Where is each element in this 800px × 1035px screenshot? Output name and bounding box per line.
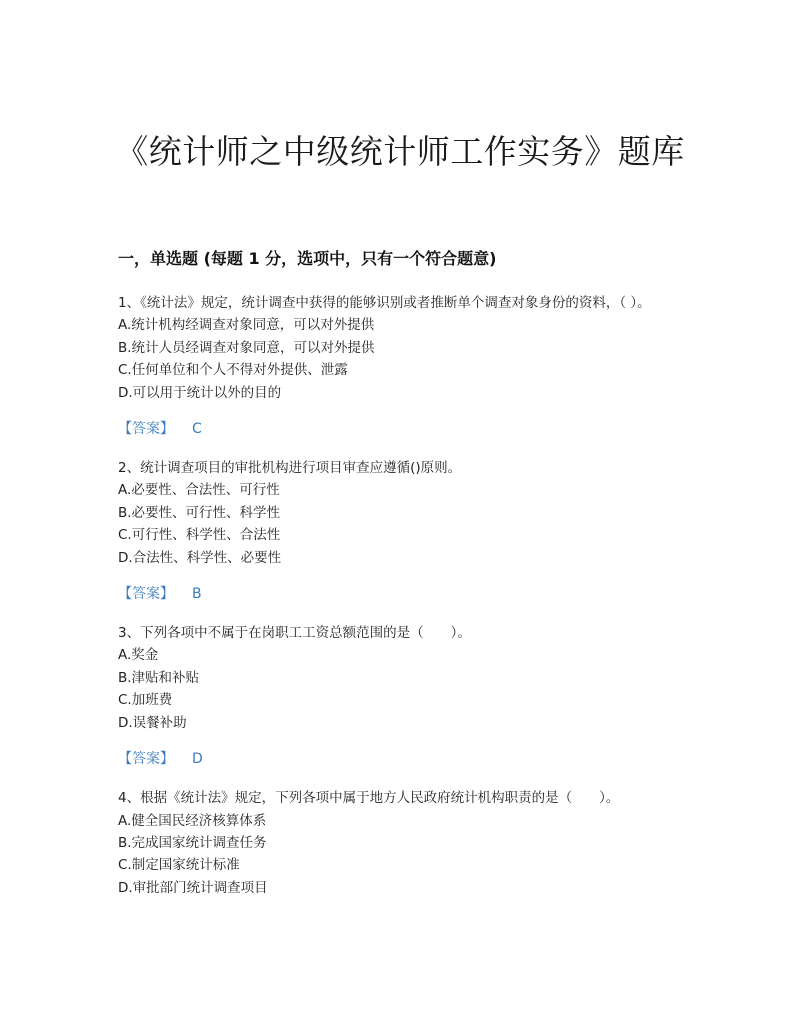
- question-4: [118, 787, 688, 899]
- option-a: A.健全国民经济核算体系: [118, 812, 267, 829]
- option-a: A.奖金: [118, 647, 159, 664]
- option-a: A.必要性、合法性、可行性: [118, 482, 280, 499]
- option-d: D.误餐补助: [118, 714, 187, 731]
- question-stem: 4、根据《统计法》规定，下列各项中属于地方人民政府统计机构职责的是（ ）。: [118, 790, 620, 807]
- question-stem: 1、《统计法》规定，统计调查中获得的能够识别或者推断单个调查对象身份的资料，（ ）。: [118, 295, 651, 311]
- question-stem: 2、统计调查项目的审批机构进行项目审查应遵循()原则。: [118, 460, 462, 477]
- answer-value: C: [192, 421, 202, 438]
- option-c: C.加班费: [118, 692, 173, 709]
- answer-value: B: [192, 586, 202, 603]
- option-b: B.必要性、可行性、科学性: [118, 504, 281, 521]
- question-2: [118, 457, 688, 605]
- option-c: C.制定国家统计标准: [118, 857, 240, 874]
- answer-line: [118, 583, 688, 605]
- option-c: C.可行性、科学性、合法性: [118, 527, 281, 544]
- option-b: B.统计人员经调查对象同意，可以对外提供: [118, 339, 375, 356]
- answer-label: 【答案】: [118, 586, 174, 603]
- question-3: [118, 622, 688, 770]
- option-b: B.完成国家统计调查任务: [118, 834, 267, 851]
- question-1: [118, 292, 688, 440]
- option-b: B.津贴和补贴: [118, 669, 200, 686]
- answer-line: [118, 418, 688, 440]
- option-d: D.合法性、科学性、必要性: [118, 549, 282, 566]
- answer-line: [118, 748, 688, 770]
- answer-value: D: [192, 751, 203, 768]
- question-stem: 3、下列各项中不属于在岗职工工资总额范围的是（ ）。: [118, 625, 471, 642]
- option-c: C.任何单位和个人不得对外提供、泄露: [118, 362, 348, 379]
- option-d: D.可以用于统计以外的目的: [118, 384, 282, 401]
- option-a: A.统计机构经调查对象同意，可以对外提供: [118, 317, 375, 334]
- option-d: D.审批部门统计调查项目: [118, 879, 268, 896]
- answer-label: 【答案】: [118, 421, 174, 438]
- answer-label: 【答案】: [118, 751, 174, 768]
- section-heading: 一，单选题 (每题 1 分，选项中，只有一个符合题意): [118, 249, 497, 268]
- document-title: 《统计师之中级统计师工作实务》题库: [115, 132, 685, 172]
- question-list: [118, 292, 688, 899]
